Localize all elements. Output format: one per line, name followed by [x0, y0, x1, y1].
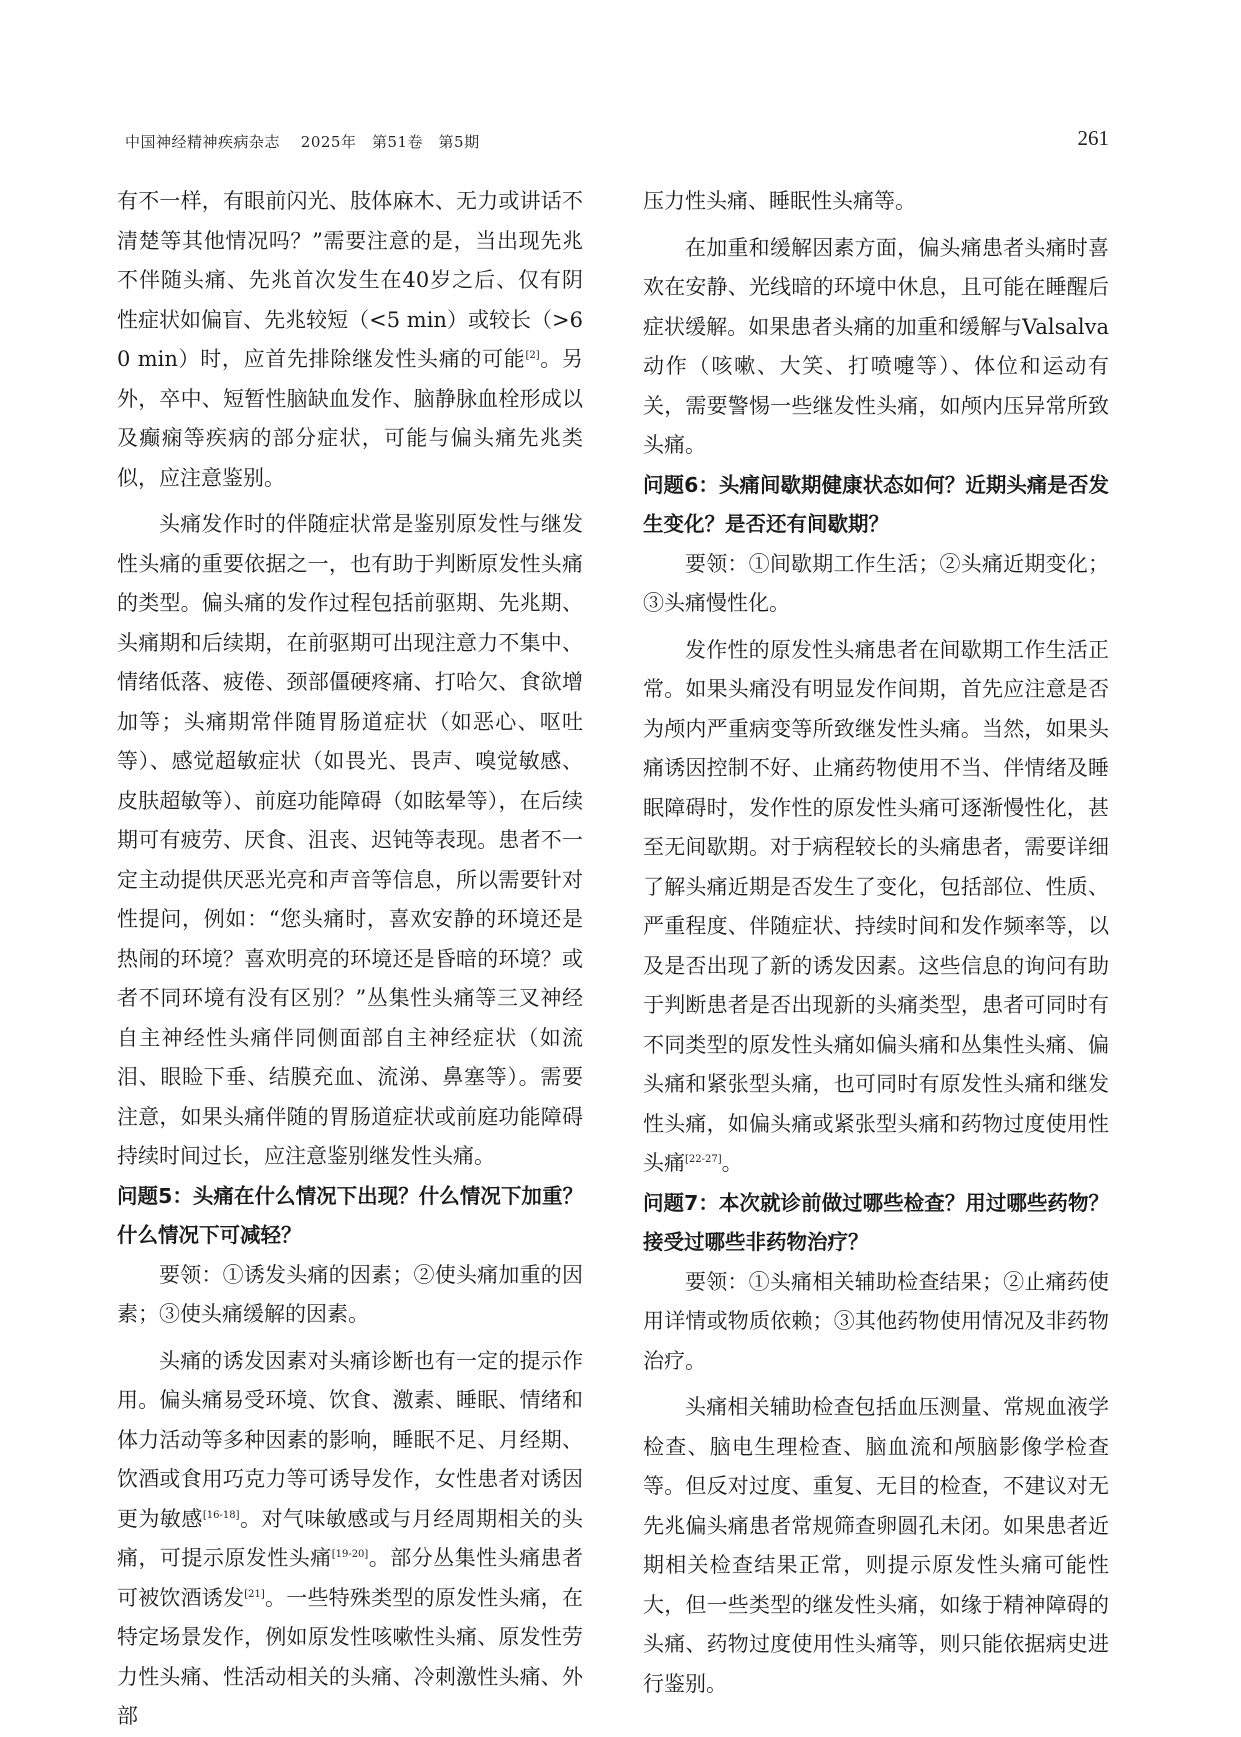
key-points-q6: 要领：①间歇期工作生活；②头痛近期变化；③头痛慢性化。 — [643, 551, 1109, 615]
paragraph — [643, 631, 1109, 1184]
paragraph: 头痛发作时的伴随症状常是鉴别原发性与继发性头痛的重要依据之一，也有助于判断原发性头痛的类型。偏头痛的发作过程包括前驱期、先兆期、头痛期和后续期，在前驱期可出现注意力不集中、情绪低落、疲倦、颈部僵硬疼痛、打哈欠、食欲增加等；头痛期常伴随胃肠道症状（如恶心、呕吐等）、感觉超敏症状（如畏光、畏声、嗅觉敏感、皮肤超敏等）、前庭功能障碍（如眩晕等），在后续期可有疲劳、厌食、沮丧、迟钝等表现。患者不一定主动提供厌恶光亮和声音等信息，所以需要针对性提问，例如：“您头痛时，喜欢安静的环境还是热闹的环境？喜欢明亮的环境还是昏暗的环境？或者不同环境有没有区别？”丛集性头痛等三叉神经自主神经性头痛伴同侧面部自主神经症状（如流泪、眼睑下垂、结膜充血、流涕、鼻塞等）。需要注意，如果头痛伴随的胃肠道症状或前庭功能障碍持续时间过长，应注意鉴别继发性头痛。 — [117, 512, 583, 1168]
page-number: 261 — [1077, 126, 1109, 150]
citation: [16-18] — [202, 1509, 240, 1521]
paragraph — [117, 182, 583, 498]
running-header: 中国神经精神疾病杂志 2025年 第51卷 第5期 — [125, 133, 480, 151]
paragraph: 头痛相关辅助检查包括血压测量、常规血液学检查、脑电生理检查、脑血流和颅脑影像学检查等。但反对过度、重复、无目的检查，不建议对无先兆偏头痛患者常规筛查卵圆孔未闭。如果患者近期相关检查结果正常，则提示原发性头痛可能性大，但一些类型的继发性头痛，如缘于精神障碍的头痛、药物过度使用性头痛等，则只能依据病史进行鉴别。 — [643, 1395, 1109, 1696]
key-points-q5: 要领：①诱发头痛的因素；②使头痛加重的因素；③使头痛缓解的因素。 — [117, 1262, 583, 1326]
key-points-q7: 要领：①头痛相关辅助检查结果；②止痛药使用详情或物质依赖；③其他药物使用情况及非药物治疗。 — [643, 1269, 1109, 1373]
paragraph-text: 。 — [721, 1151, 743, 1175]
paragraph-text: 头痛的诱发因素对头痛诊断也有一定的提示作用。偏头痛易受环境、饮食、激素、睡眠、情绪和体力活动等多种因素的影响，睡眠不足、月经期、饮酒或食用巧克力等可诱导发作，女性患者对诱因更为敏感 — [117, 1348, 583, 1531]
paragraph-text: 发作性的原发性头痛患者在间歇期工作生活正常。如果头痛没有明显发作间期，首先应注意是否为颅内严重病变等所致继发性头痛。当然，如果头痛诱因控制不好、止痛药物使用不当、伴情绪及睡眠障碍时，发作性的原发性头痛可逐渐慢性化，甚至无间歇期。对于病程较长的头痛患者，需要详细了解头痛近期是否发生了变化，包括部位、性质、严重程度、伴随症状、持续时间和发作频率等，以及是否出现了新的诱发因素。这些信息的询问有助于判断患者是否出现新的头痛类型，患者可同时有不同类型的原发性头痛如偏头痛和丛集性头痛、偏头痛和紧张型头痛，也可同时有原发性头痛和继发性头痛，如偏头痛或紧张型头痛和药物过度使用性头痛 — [643, 637, 1109, 1175]
section-heading-q6: 问题6：头痛间歇期健康状态如何？近期头痛是否发生变化？是否还有间歇期？ — [643, 472, 1109, 536]
section-heading-q7: 问题7：本次就诊前做过哪些检查？用过哪些药物？接受过哪些非药物治疗？ — [643, 1190, 1109, 1254]
left-column — [117, 182, 583, 1737]
paragraph-text: 。对气味敏感或与月经周期相关的头痛，可提示原发性头痛 — [117, 1506, 584, 1570]
paragraph-text: 有不一样，有眼前闪光、肢体麻木、无力或讲话不清楚等其他情况吗？”需要注意的是，当出现先兆不伴随头痛、先兆首次发生在40岁之后、仅有阴性症状如偏盲、先兆较短（<5 min）或较长（>60 min）时，应首先排除继发性头痛的可能 — [117, 189, 583, 371]
citation: [21] — [244, 1588, 265, 1600]
right-column — [643, 182, 1109, 1704]
citation: [19-20] — [331, 1549, 369, 1560]
section-heading-q5: 问题5：头痛在什么情况下出现？什么情况下加重？什么情况下可减轻？ — [117, 1183, 583, 1247]
paragraph: 在加重和缓解因素方面，偏头痛患者头痛时喜欢在安静、光线暗的环境中休息，且可能在睡醒后症状缓解。如果患者头痛的加重和缓解与Valsalva动作（咳嗽、大笑、打喷嚏等）、体位和运动有关，需要警惕一些继发性头痛，如颅内压异常所致头痛。 — [643, 235, 1109, 457]
paragraph: 压力性头痛、睡眠性头痛等。 — [643, 189, 916, 213]
citation: [22-27] — [685, 1154, 722, 1165]
paragraph-text: 。一些特殊类型的原发性头痛，在特定场景发作，例如原发性咳嗽性头痛、原发性劳力性头痛、性活动相关的头痛、冷刺激性头痛、外部 — [117, 1585, 584, 1728]
paragraph — [117, 1342, 583, 1737]
paragraph-text: 。另外，卒中、短暂性脑缺血发作、脑静脉血栓形成以及癫痫等疾病的部分症状，可能与偏头痛先兆类似，应注意鉴别。 — [117, 347, 583, 490]
citation: [2] — [525, 350, 540, 361]
paragraph-text: 。部分丛集性头痛患者可被饮酒诱发 — [117, 1546, 584, 1610]
